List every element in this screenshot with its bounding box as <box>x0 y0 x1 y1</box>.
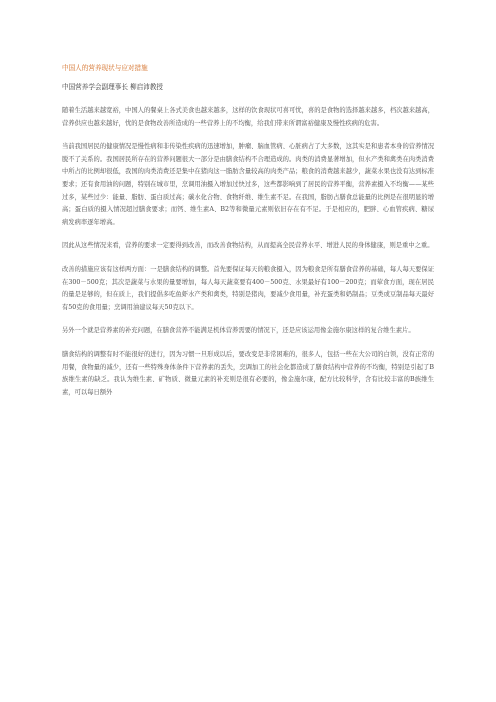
paragraph-1: 随着生活越来越宽裕，中国人的餐桌上各式美食也越来越多，这样的饮食现状可喜可忧，喜的是食物的选择越来越多，档次越来越高，营养供应也越来越好，忧的是食物改善所造成的一些营养上的不均衡，给我们带来所谓富裕健康及慢性疾病的危害。 <box>62 107 434 127</box>
paragraph-6: 膳食结构的调整有时不能很好的进行，因为习惯一旦形成以后，要改变是非常困难的，很多人，包括一些在大公司的白领，没有正常的用餐，食物量的减少，还有一些特殊身体条件下营养素的丢失，烹调加工的社会化都造成了膳食结构中营养的不均衡，特别是引起了B族维生素的缺乏。我认为维生素、矿物质、微量元素的补充则是很有必要的，像金施尔康，配方比较科学，含有比较丰富的B族维生素，可以每日额外 <box>62 350 434 396</box>
author-line: 中国营养学会副理事长 柳启沛教授 <box>62 83 164 91</box>
document-page <box>62 64 434 410</box>
paragraph-3: 因此从这些情况来看，营养的要求一定要得到改善，而改善食物结构，从而提高全民营养水平、增进人民的身体健康，则是重中之重。 <box>62 242 434 250</box>
paragraph-2: 当前我国居民的健康情况是慢性病和非传染性疾病的迅速增加，肿瘤、脑血管病、心脏病占了大多数，这其实是和患者本身的营养情况脱不了关系的。我国居民所存在的营养问题很大一部分是由膳食结构不合理造成的。肉类的消费显著增加，但水产类和禽类在肉类消费中所占的比例却很低，我国的肉类消费还是集中在猪肉这一脂肪含量较高的肉类产品；粮食的消费越来越少，蔬菜水果也没有达到标准要求；还有食用油的问题，特别在城市里，烹调用油摄入增加过快过多，这些都影响到了居民的营养平衡，营养素摄入不均衡——某些过多，某些过少：能量、脂肪、蛋白质过高；碳水化合物、食物纤维、维生素不足。在我国，脂肪占膳食总能量的比例是在很明显的增高；蛋白质的摄入情况超过膳食要求；而钙、维生素A、B2等和微量元素则依旧存在有不足。于是相应的，肥胖、心血管疾病、糖尿病发病率逐年增高。 <box>62 143 434 226</box>
paragraph-4: 改善的措施应该有这样两方面：一是膳食结构的调整。首先要保证每天的粮食摄入，因为粮食是所有膳食营养的基础，每人每天要保证在300－500克；其次是蔬菜与水果的量要增加，每人每天蔬菜要有400－500克、水果最好有100－200克；而荤食方面，现在居民的量是足够的，但在质上，我们提倡多吃鱼虾水产类和禽类，特别是猪肉，要减少食用量，补充蛋类和奶制品；豆类或豆制品每天最好有50克的食用量；烹调用油建议每天50克以下。 <box>62 265 434 311</box>
document-title: 中国人的营养现状与应对措施 <box>62 64 148 72</box>
paragraph-5: 另外一个就是营养素的补充问题，在膳食营养不能满足机体营养需要的情况下，还是应该运用像金施尔康这样的复合维生素片。 <box>62 327 415 335</box>
